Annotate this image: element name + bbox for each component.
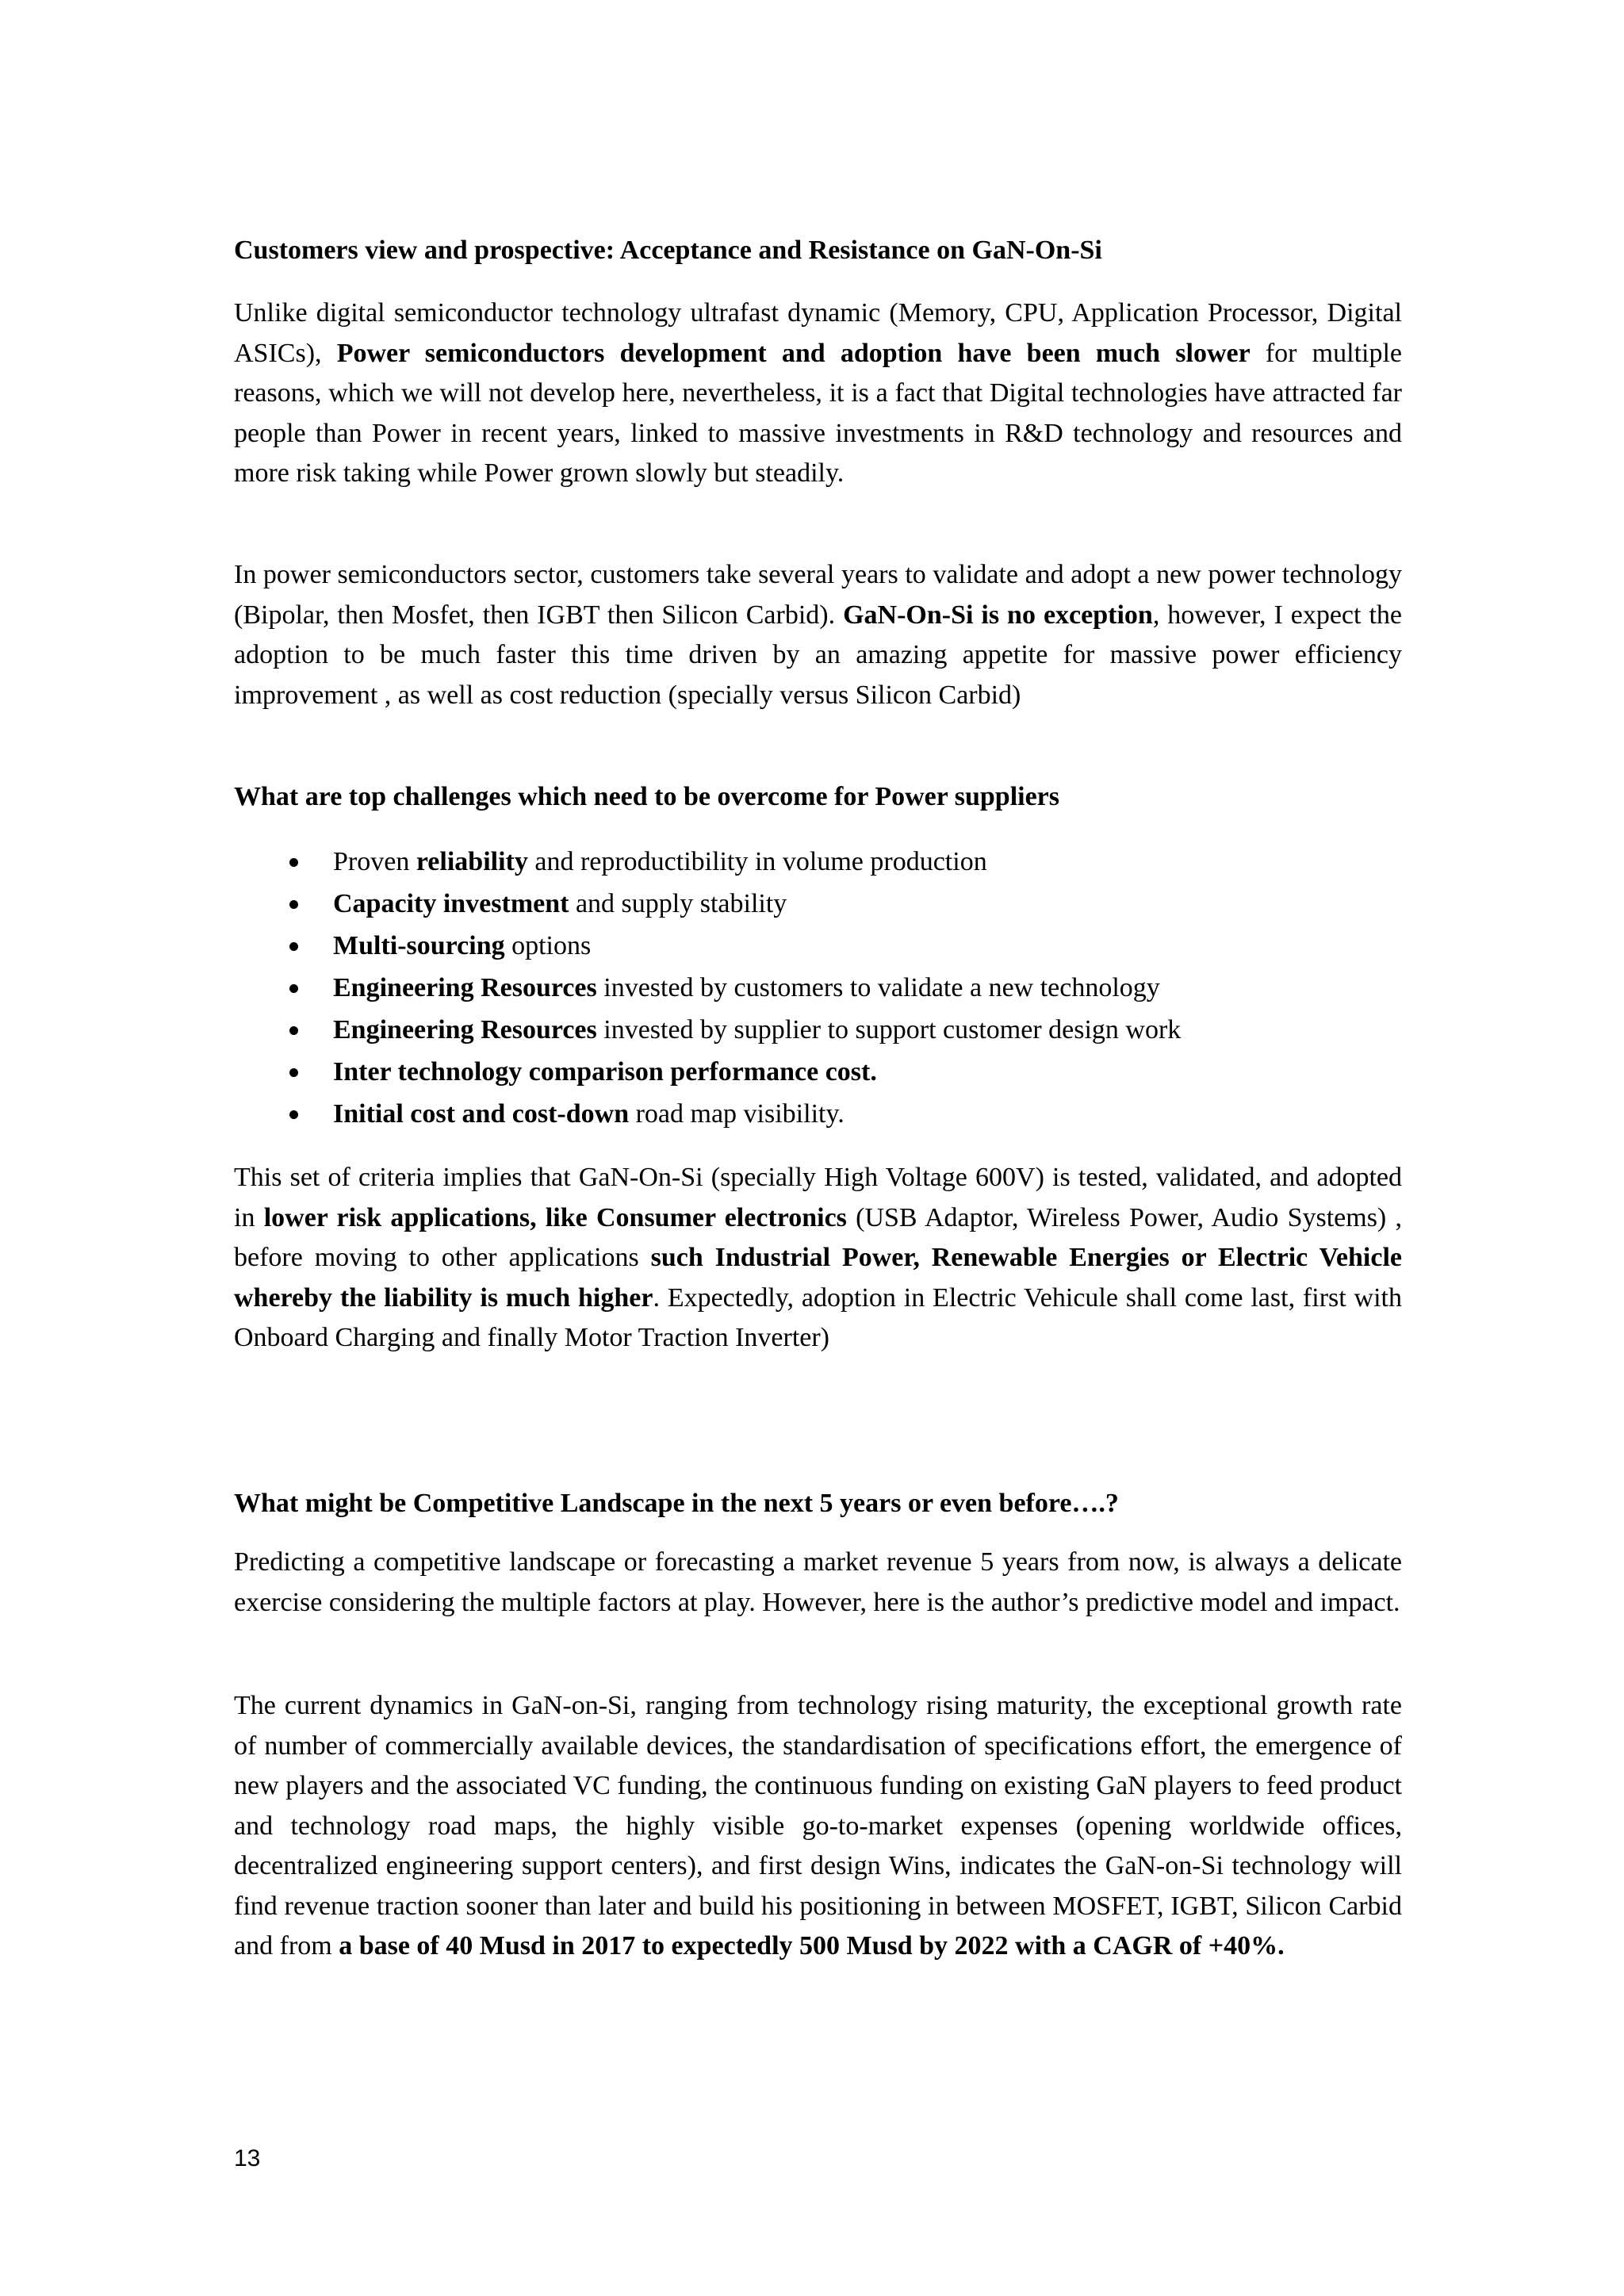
- section-heading-competitive-landscape: What might be Competitive Landscape in the next 5 years or even before….?: [234, 1489, 1119, 1518]
- paragraph-predicting-landscape: [234, 1543, 1402, 1623]
- challenge-list-item: [234, 1051, 1402, 1093]
- text-run: options: [504, 931, 592, 960]
- bullet-icon: [289, 984, 298, 993]
- text-run: . Expectedly, adoption in Electric Vehicule shall come last, first with Onboard Charging and finally Motor Traction Inverter): [234, 1282, 1403, 1352]
- bold-text-run: Inter technology comparison performance cost.: [333, 1057, 877, 1087]
- text-run: In power semiconductors sector, customers take several years to validate and adopt a new power technology (Bipolar, then Mosfet, then IGBT then Silicon Carbid).: [234, 560, 1402, 630]
- bold-text-run: Capacity investment: [333, 889, 569, 918]
- text-run: Unlike digital semiconductor technology ultrafast dynamic (Memory, CPU, Application Processor, Digital ASICs),: [234, 298, 1402, 368]
- text-run: invested by customers to validate a new technology: [596, 973, 1160, 1002]
- text-run: (USB Adaptor, Wireless Power, Audio Systems) , before moving to other applications: [234, 1202, 1402, 1272]
- bold-text-run: such Industrial Power, Renewable Energies or Electric Vehicle whereby the liability is much higher: [234, 1243, 1402, 1313]
- text-run: and reproductibility in volume production: [527, 847, 987, 876]
- bold-text-run: GaN-On-Si is no exception: [843, 600, 1153, 630]
- text-run: This set of criteria implies that GaN-On-Si (specially High Voltage 600V) is tested, validated, and adopted in: [234, 1163, 1402, 1232]
- bold-text-run: Engineering Resources: [333, 1015, 597, 1045]
- challenge-list-item: [234, 1093, 1402, 1135]
- bold-text-run: Engineering Resources: [333, 973, 597, 1002]
- text-run: , however, I expect the adoption to be much faster this time driven by an amazing appetite for massive power efficiency improvement , as well as cost reduction (specially versus Silicon Carbid): [234, 600, 1402, 710]
- bold-text-run: Initial cost and cost-down: [333, 1099, 630, 1129]
- challenge-list-item: [234, 841, 1402, 883]
- challenges-list: [234, 841, 1402, 1135]
- bold-text-run: reliability: [416, 847, 528, 876]
- bullet-icon: [289, 1110, 298, 1119]
- section-heading-top-challenges: What are top challenges which need to be overcome for Power suppliers: [234, 782, 1060, 811]
- challenge-list-item: [234, 967, 1402, 1009]
- bullet-icon: [289, 858, 298, 867]
- text-run: invested by supplier to support customer design work: [596, 1015, 1182, 1045]
- bullet-icon: [289, 942, 298, 951]
- challenge-list-item: [234, 883, 1402, 925]
- bullet-icon: [289, 1026, 298, 1035]
- bullet-icon: [289, 900, 298, 909]
- section-heading-customers-view: Customers view and prospective: Acceptance and Resistance on GaN-On-Si: [234, 236, 1102, 265]
- paragraph-criteria-implications: [234, 1158, 1402, 1359]
- paragraph-digital-vs-power: [234, 293, 1402, 494]
- text-run: The current dynamics in GaN-on-Si, ranging from technology rising maturity, the exceptional growth rate of number of commercially available devices, the standardisation of specifications effort, the emergence of new players and the associated VC funding, the continuous funding on existing GaN players to feed product and technology road maps, the highly visible go-to-market expenses (opening worldwide offices, decentralized engineering support centers), and first design Wins, indicates the GaN-on-Si technology will find revenue traction sooner than later and build his positioning in between MOSFET, IGBT, Silicon Carbid and from: [234, 1691, 1402, 1961]
- text-run: Proven: [333, 847, 416, 876]
- challenge-list-item: [234, 925, 1402, 967]
- text-run: Predicting a competitive landscape or forecasting a market revenue 5 years from now, is always a delicate exercise considering the multiple factors at play. However, here is the author’s predictive model and impact.: [234, 1547, 1402, 1617]
- text-run: and supply stability: [569, 889, 787, 918]
- paragraph-adoption-timeline: [234, 555, 1402, 715]
- challenge-list-item: [234, 1009, 1402, 1051]
- text-run: for multiple reasons, which we will not develop here, nevertheless, it is a fact that Digital technologies have attracted far people than Power in recent years, linked to massive investments in R&D technology and resources and more risk taking while Power grown slowly but steadily.: [234, 338, 1403, 488]
- page-number: 13: [234, 2145, 261, 2171]
- bold-text-run: a base of 40 Musd in 2017 to expectedly 500 Musd by 2022 with a CAGR of +40%.: [339, 1931, 1285, 1961]
- text-run: road map visibility.: [629, 1099, 845, 1129]
- bold-text-run: Power semiconductors development and adoption have been much slower: [336, 338, 1251, 368]
- paragraph-current-dynamics: [234, 1686, 1402, 1967]
- bullet-icon: [289, 1068, 298, 1077]
- bold-text-run: lower risk applications, like Consumer electronics: [263, 1202, 847, 1232]
- bold-text-run: Multi-sourcing: [333, 931, 505, 960]
